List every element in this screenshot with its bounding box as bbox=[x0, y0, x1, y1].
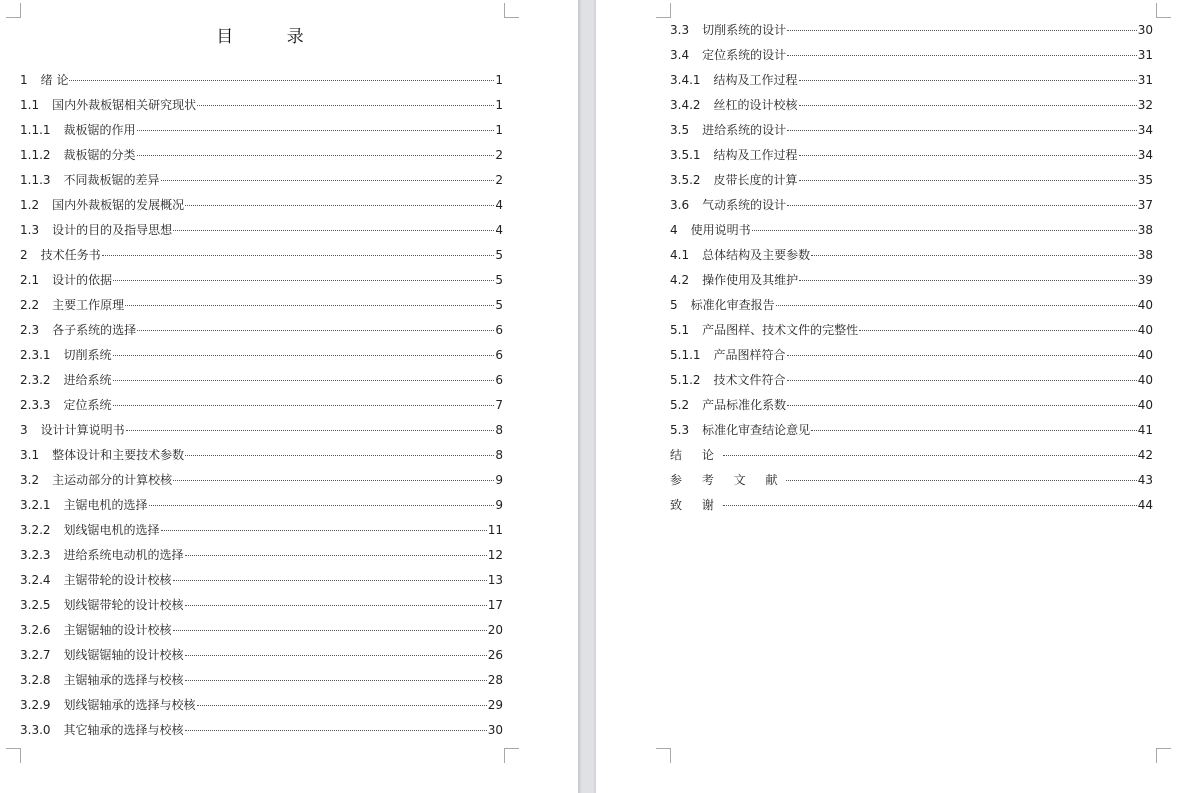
crop-mark bbox=[656, 3, 671, 18]
toc-entry[interactable] bbox=[670, 443, 1153, 468]
toc-entry-label: 定位系统 bbox=[63, 398, 112, 412]
toc-entry-label: 进给系统的设计 bbox=[702, 123, 787, 137]
toc-entry-label: 使用说明书 bbox=[690, 223, 751, 237]
toc-entry-label: 主锯带轮的设计校核 bbox=[63, 573, 172, 587]
toc-entry[interactable] bbox=[20, 193, 503, 218]
toc-entry-page: 30 bbox=[1137, 23, 1153, 37]
toc-list-right bbox=[670, 18, 1153, 518]
toc-entry[interactable] bbox=[20, 268, 503, 293]
toc-dot-leader bbox=[149, 504, 494, 506]
toc-entry[interactable] bbox=[670, 418, 1153, 443]
toc-entry-label: 划线锯电机的选择 bbox=[63, 523, 160, 537]
toc-dot-leader bbox=[723, 454, 1137, 456]
toc-entry[interactable] bbox=[20, 668, 503, 693]
toc-entry-number: 3.2.3 bbox=[20, 548, 51, 562]
toc-entry[interactable] bbox=[670, 368, 1153, 393]
toc-entry-label: 划线锯轴承的选择与校核 bbox=[63, 698, 196, 712]
toc-entry-label: 结构及工作过程 bbox=[713, 73, 798, 87]
toc-entry-number: 1.2 bbox=[20, 198, 40, 212]
toc-entry[interactable] bbox=[20, 643, 503, 668]
toc-entry-label: 裁板锯的作用 bbox=[63, 123, 136, 137]
toc-dot-leader bbox=[113, 379, 494, 381]
toc-entry-number: 3.5.1 bbox=[670, 148, 701, 162]
toc-entry-page: 17 bbox=[487, 598, 503, 612]
toc-entry-page: 8 bbox=[495, 448, 503, 462]
toc-entry-label: 设计计算说明书 bbox=[40, 423, 125, 437]
toc-entry-label: 裁板锯的分类 bbox=[63, 148, 136, 162]
toc-entry-label: 参 考 文 献 bbox=[670, 473, 786, 487]
toc-dot-leader bbox=[126, 429, 494, 431]
toc-entry-label: 技术文件符合 bbox=[713, 373, 786, 387]
toc-entry-page: 5 bbox=[495, 248, 503, 262]
toc-entry[interactable] bbox=[670, 93, 1153, 118]
toc-dot-leader bbox=[185, 454, 494, 456]
toc-entry-page: 1 bbox=[495, 98, 503, 112]
toc-dot-leader bbox=[799, 179, 1137, 181]
toc-entry-label: 气动系统的设计 bbox=[702, 198, 787, 212]
toc-entry-label: 结 论 bbox=[670, 448, 722, 462]
toc-entry-label: 标准化审查报告 bbox=[690, 298, 775, 312]
toc-entry[interactable] bbox=[20, 143, 503, 168]
toc-entry[interactable] bbox=[20, 168, 503, 193]
toc-entry-label: 国内外裁板锯的发展概况 bbox=[52, 198, 185, 212]
toc-title: 目 录 bbox=[216, 27, 328, 47]
toc-entry-page: 34 bbox=[1137, 123, 1153, 137]
toc-entry-number: 2.1 bbox=[20, 273, 40, 287]
toc-dot-leader bbox=[811, 429, 1137, 431]
toc-dot-leader bbox=[859, 329, 1137, 331]
toc-entry[interactable] bbox=[20, 93, 503, 118]
toc-dot-leader bbox=[113, 279, 494, 281]
toc-entry-page: 1 bbox=[495, 123, 503, 137]
toc-entry-label: 总体结构及主要参数 bbox=[702, 248, 811, 262]
toc-entry-label: 主锯轴承的选择与校核 bbox=[63, 673, 184, 687]
toc-entry-page: 7 bbox=[495, 398, 503, 412]
toc-entry-number: 4.1 bbox=[670, 248, 690, 262]
toc-entry[interactable] bbox=[670, 393, 1153, 418]
toc-entry-label: 标准化审查结论意见 bbox=[702, 423, 811, 437]
toc-entry-page: 29 bbox=[487, 698, 503, 712]
toc-entry-label: 各子系统的选择 bbox=[52, 323, 137, 337]
toc-entry-number: 3.2.6 bbox=[20, 623, 51, 637]
toc-entry-label: 切削系统的设计 bbox=[702, 23, 787, 37]
toc-entry[interactable] bbox=[20, 368, 503, 393]
toc-entry-page: 5 bbox=[495, 298, 503, 312]
toc-entry-number: 3.2.8 bbox=[20, 673, 51, 687]
toc-entry[interactable] bbox=[670, 43, 1153, 68]
toc-dot-leader bbox=[113, 404, 494, 406]
crop-mark bbox=[6, 3, 21, 18]
crop-mark bbox=[656, 748, 671, 763]
toc-entry[interactable] bbox=[670, 343, 1153, 368]
toc-entry-page: 6 bbox=[495, 373, 503, 387]
toc-entry-label: 产品图样符合 bbox=[713, 348, 786, 362]
toc-dot-leader bbox=[173, 629, 487, 631]
toc-entry-number: 3.2.1 bbox=[20, 498, 51, 512]
toc-entry-page: 9 bbox=[495, 498, 503, 512]
toc-entry-label: 整体设计和主要技术参数 bbox=[52, 448, 185, 462]
toc-entry[interactable] bbox=[20, 618, 503, 643]
toc-entry[interactable] bbox=[20, 443, 503, 468]
toc-entry-page: 42 bbox=[1137, 448, 1153, 462]
toc-dot-leader bbox=[185, 604, 487, 606]
toc-entry-page: 9 bbox=[495, 473, 503, 487]
toc-entry[interactable] bbox=[20, 68, 503, 93]
toc-dot-leader bbox=[69, 79, 494, 81]
toc-entry-label: 丝杠的设计校核 bbox=[713, 98, 798, 112]
toc-dot-leader bbox=[161, 529, 487, 531]
toc-entry-label: 主锯电机的选择 bbox=[63, 498, 148, 512]
toc-entry[interactable] bbox=[670, 293, 1153, 318]
toc-dot-leader bbox=[799, 154, 1137, 156]
toc-dot-leader bbox=[125, 304, 494, 306]
toc-entry-label: 主锯锯轴的设计校核 bbox=[63, 623, 172, 637]
toc-entry-label: 绪 论 bbox=[40, 73, 69, 87]
toc-dot-leader bbox=[811, 254, 1137, 256]
toc-entry[interactable] bbox=[670, 143, 1153, 168]
toc-entry[interactable] bbox=[20, 243, 503, 268]
crop-mark bbox=[504, 3, 519, 18]
toc-entry-label: 主运动部分的计算校核 bbox=[52, 473, 173, 487]
toc-entry-number: 3.4 bbox=[670, 48, 690, 62]
toc-entry-number: 3.4.2 bbox=[670, 98, 701, 112]
toc-entry-label: 设计的目的及指导思想 bbox=[52, 223, 173, 237]
toc-entry-number: 1.1.2 bbox=[20, 148, 51, 162]
toc-entry[interactable] bbox=[20, 568, 503, 593]
toc-entry-page: 32 bbox=[1137, 98, 1153, 112]
toc-entry[interactable] bbox=[670, 193, 1153, 218]
toc-entry-number: 3.3 bbox=[670, 23, 690, 37]
document-page-right bbox=[596, 0, 1192, 793]
toc-entry-number: 1.1.1 bbox=[20, 123, 51, 137]
toc-entry-label: 主要工作原理 bbox=[52, 298, 125, 312]
toc-entry-label: 操作使用及其维护 bbox=[702, 273, 799, 287]
toc-dot-leader bbox=[185, 204, 494, 206]
toc-entry-page: 38 bbox=[1137, 248, 1153, 262]
toc-entry-number: 1.3 bbox=[20, 223, 40, 237]
toc-entry[interactable] bbox=[670, 243, 1153, 268]
toc-entry[interactable] bbox=[20, 293, 503, 318]
toc-entry-number: 5.1.1 bbox=[670, 348, 701, 362]
toc-entry-number: 1.1 bbox=[20, 98, 40, 112]
toc-entry[interactable] bbox=[20, 543, 503, 568]
toc-entry-page: 6 bbox=[495, 348, 503, 362]
toc-entry-page: 2 bbox=[495, 173, 503, 187]
toc-entry-page: 30 bbox=[487, 723, 503, 737]
toc-entry-label: 产品图样、技术文件的完整性 bbox=[702, 323, 859, 337]
toc-entry-number: 4 bbox=[670, 223, 678, 237]
toc-entry-label: 致 谢 bbox=[670, 498, 722, 512]
toc-dot-leader bbox=[723, 504, 1137, 506]
toc-entry-page: 11 bbox=[487, 523, 503, 537]
toc-entry[interactable] bbox=[670, 318, 1153, 343]
toc-entry-number: 4.2 bbox=[670, 273, 690, 287]
toc-entry[interactable] bbox=[20, 493, 503, 518]
toc-entry[interactable] bbox=[20, 118, 503, 143]
toc-entry-page: 20 bbox=[487, 623, 503, 637]
toc-entry-page: 40 bbox=[1137, 348, 1153, 362]
toc-entry-label: 技术任务书 bbox=[40, 248, 101, 262]
toc-dot-leader bbox=[799, 104, 1137, 106]
toc-dot-leader bbox=[197, 704, 487, 706]
toc-entry-label: 定位系统的设计 bbox=[702, 48, 787, 62]
toc-dot-leader bbox=[787, 354, 1137, 356]
toc-entry-number: 2.3.3 bbox=[20, 398, 51, 412]
toc-dot-leader bbox=[137, 129, 494, 131]
toc-dot-leader bbox=[185, 654, 487, 656]
toc-dot-leader bbox=[786, 479, 1136, 481]
toc-entry[interactable] bbox=[20, 693, 503, 718]
toc-entry[interactable] bbox=[670, 468, 1153, 493]
toc-entry-number: 3.2.5 bbox=[20, 598, 51, 612]
toc-dot-leader bbox=[102, 254, 494, 256]
toc-entry[interactable] bbox=[670, 118, 1153, 143]
toc-entry-number: 5.1 bbox=[670, 323, 690, 337]
toc-dot-leader bbox=[185, 554, 487, 556]
toc-entry[interactable] bbox=[20, 318, 503, 343]
toc-entry-page: 38 bbox=[1137, 223, 1153, 237]
toc-entry-page: 5 bbox=[495, 273, 503, 287]
toc-entry[interactable] bbox=[20, 418, 503, 443]
toc-entry-number: 3.3.0 bbox=[20, 723, 51, 737]
toc-entry-label: 结构及工作过程 bbox=[713, 148, 798, 162]
toc-entry-number: 2 bbox=[20, 248, 28, 262]
toc-entry-page: 2 bbox=[495, 148, 503, 162]
toc-entry-number: 5.1.2 bbox=[670, 373, 701, 387]
toc-dot-leader bbox=[173, 479, 494, 481]
toc-entry-page: 31 bbox=[1137, 73, 1153, 87]
toc-entry-page: 34 bbox=[1137, 148, 1153, 162]
toc-entry-number: 2.3 bbox=[20, 323, 40, 337]
toc-entry[interactable] bbox=[20, 518, 503, 543]
toc-entry-page: 1 bbox=[495, 73, 503, 87]
toc-entry-label: 设计的依据 bbox=[52, 273, 113, 287]
crop-mark bbox=[504, 748, 519, 763]
toc-entry-page: 6 bbox=[495, 323, 503, 337]
toc-entry-page: 40 bbox=[1137, 373, 1153, 387]
toc-dot-leader bbox=[799, 79, 1137, 81]
toc-entry-number: 2.3.2 bbox=[20, 373, 51, 387]
toc-entry-number: 3.2.2 bbox=[20, 523, 51, 537]
toc-entry-number: 3.5.2 bbox=[670, 173, 701, 187]
toc-dot-leader bbox=[799, 279, 1137, 281]
toc-entry-number: 1.1.3 bbox=[20, 173, 51, 187]
toc-entry-number: 3 bbox=[20, 423, 28, 437]
toc-entry-page: 35 bbox=[1137, 173, 1153, 187]
toc-entry-label: 划线锯锯轴的设计校核 bbox=[63, 648, 184, 662]
toc-dot-leader bbox=[137, 329, 494, 331]
toc-entry-number: 1 bbox=[20, 73, 28, 87]
page-gutter bbox=[578, 0, 596, 793]
toc-entry-page: 40 bbox=[1137, 323, 1153, 337]
toc-list-left bbox=[20, 68, 503, 743]
toc-entry[interactable] bbox=[670, 168, 1153, 193]
toc-entry[interactable] bbox=[670, 18, 1153, 43]
toc-entry[interactable] bbox=[670, 68, 1153, 93]
toc-dot-leader bbox=[161, 179, 494, 181]
toc-dot-leader bbox=[137, 154, 494, 156]
toc-dot-leader bbox=[173, 579, 487, 581]
toc-dot-leader bbox=[113, 354, 494, 356]
toc-entry-page: 40 bbox=[1137, 398, 1153, 412]
toc-entry-number: 5.2 bbox=[670, 398, 690, 412]
toc-entry-page: 4 bbox=[495, 198, 503, 212]
toc-dot-leader bbox=[197, 104, 494, 106]
toc-entry-page: 26 bbox=[487, 648, 503, 662]
toc-entry-page: 41 bbox=[1137, 423, 1153, 437]
toc-entry-number: 3.4.1 bbox=[670, 73, 701, 87]
toc-entry[interactable] bbox=[20, 468, 503, 493]
toc-entry[interactable] bbox=[20, 593, 503, 618]
toc-entry-label: 切削系统 bbox=[63, 348, 112, 362]
toc-entry-number: 3.2.4 bbox=[20, 573, 51, 587]
toc-entry-page: 28 bbox=[487, 673, 503, 687]
toc-entry-page: 43 bbox=[1137, 473, 1153, 487]
toc-dot-leader bbox=[787, 129, 1137, 131]
crop-mark bbox=[6, 748, 21, 763]
toc-entry-number: 5 bbox=[670, 298, 678, 312]
toc-entry-label: 进给系统电动机的选择 bbox=[63, 548, 184, 562]
toc-dot-leader bbox=[185, 729, 487, 731]
toc-entry[interactable] bbox=[20, 393, 503, 418]
toc-dot-leader bbox=[787, 379, 1137, 381]
toc-dot-leader bbox=[752, 229, 1137, 231]
toc-entry[interactable] bbox=[670, 493, 1153, 518]
crop-mark bbox=[1156, 3, 1171, 18]
toc-entry-page: 37 bbox=[1137, 198, 1153, 212]
toc-dot-leader bbox=[787, 404, 1137, 406]
toc-dot-leader bbox=[776, 304, 1137, 306]
toc-entry-page: 39 bbox=[1137, 273, 1153, 287]
toc-entry-page: 13 bbox=[487, 573, 503, 587]
toc-entry-label: 皮带长度的计算 bbox=[713, 173, 798, 187]
toc-entry-label: 进给系统 bbox=[63, 373, 112, 387]
toc-entry-label: 划线锯带轮的设计校核 bbox=[63, 598, 184, 612]
toc-entry-label: 产品标准化系数 bbox=[702, 398, 787, 412]
toc-entry[interactable] bbox=[670, 268, 1153, 293]
document-page-left bbox=[0, 0, 578, 793]
toc-dot-leader bbox=[173, 229, 494, 231]
toc-entry-page: 8 bbox=[495, 423, 503, 437]
toc-entry-page: 4 bbox=[495, 223, 503, 237]
toc-entry-label: 其它轴承的选择与校核 bbox=[63, 723, 184, 737]
toc-entry[interactable] bbox=[670, 218, 1153, 243]
toc-entry-number: 3.2.9 bbox=[20, 698, 51, 712]
toc-entry[interactable] bbox=[20, 718, 503, 743]
toc-entry-number: 3.1 bbox=[20, 448, 40, 462]
toc-entry-number: 3.6 bbox=[670, 198, 690, 212]
toc-entry-number: 2.2 bbox=[20, 298, 40, 312]
toc-entry-number: 5.3 bbox=[670, 423, 690, 437]
toc-entry-label: 不同裁板锯的差异 bbox=[63, 173, 160, 187]
toc-dot-leader bbox=[787, 54, 1137, 56]
toc-dot-leader bbox=[787, 29, 1137, 31]
toc-entry-label: 国内外裁板锯相关研究现状 bbox=[52, 98, 197, 112]
toc-entry[interactable] bbox=[20, 343, 503, 368]
toc-entry-number: 3.2 bbox=[20, 473, 40, 487]
toc-entry-page: 31 bbox=[1137, 48, 1153, 62]
toc-entry-page: 12 bbox=[487, 548, 503, 562]
toc-dot-leader bbox=[787, 204, 1137, 206]
toc-entry-page: 44 bbox=[1137, 498, 1153, 512]
toc-entry-number: 3.2.7 bbox=[20, 648, 51, 662]
toc-entry-number: 2.3.1 bbox=[20, 348, 51, 362]
toc-entry[interactable] bbox=[20, 218, 503, 243]
toc-entry-number: 3.5 bbox=[670, 123, 690, 137]
toc-dot-leader bbox=[185, 679, 487, 681]
crop-mark bbox=[1156, 748, 1171, 763]
toc-entry-page: 40 bbox=[1137, 298, 1153, 312]
